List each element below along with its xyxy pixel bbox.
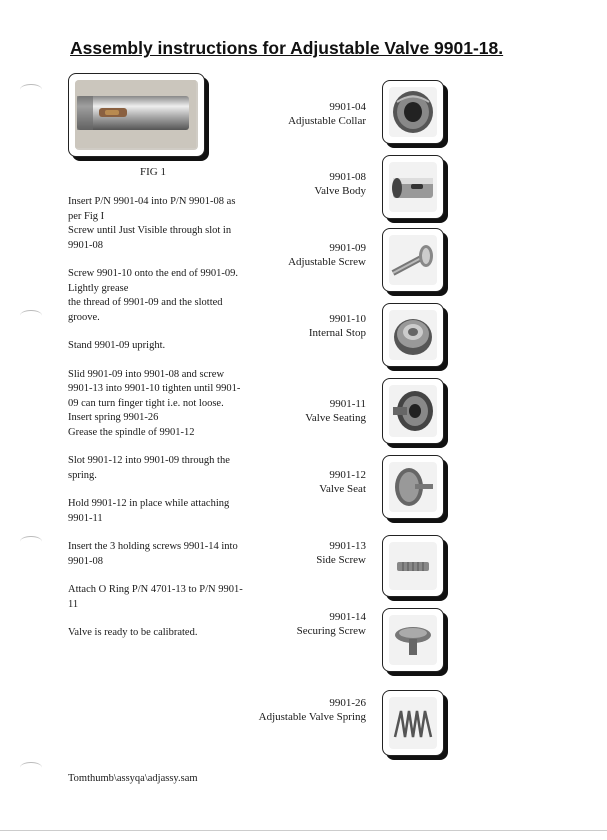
part-photo-frame: [382, 155, 444, 219]
part-photo-frame: [382, 690, 444, 756]
instruction-step: Attach O Ring P/N 4701-13 to P/N 9901-11: [68, 584, 243, 610]
part-photo-frame: [382, 455, 444, 519]
instruction-step: Stand 9901-09 upright.: [68, 340, 166, 351]
securing-screw-image: [389, 615, 437, 665]
punch-hole-mark: [20, 310, 42, 321]
instruction-step: Slid 9901-09 into 9901-08 and screw 9901-13 into 9901-10 tighten until 9901-09 can turn finger tight i.e. not loose. Insert spring 9901-26 Grease the spindle of 9901-12: [68, 368, 241, 438]
valve-body-image: [389, 162, 437, 212]
part-label-9901-04: 9901-04 Adjustable Collar: [288, 101, 366, 127]
adjustable-screw-image: [389, 235, 437, 285]
instruction-step: Insert the 3 holding screws 9901-14 into 9901-08: [68, 541, 238, 567]
side-screw-image: [389, 542, 437, 590]
figure-1-frame: [68, 73, 205, 157]
part-photo-frame: [382, 535, 444, 597]
part-label-9901-12: 9901-12 Valve Seat: [319, 469, 366, 495]
figure-1-photo: [75, 80, 198, 150]
punch-hole-mark: [20, 536, 42, 547]
part-label-9901-10: 9901-10 Internal Stop: [308, 313, 366, 339]
instruction-step: Slot 9901-12 into 9901-09 through the spring.: [68, 455, 230, 481]
part-label-9901-14: 9901-14 Securing Screw: [296, 611, 366, 637]
internal-stop-image: [389, 310, 437, 360]
part-photo-frame: [382, 378, 444, 444]
valve-seating-image: [389, 385, 437, 437]
instruction-step: Screw 9901-10 onto the end of 9901-09. Lightly grease the thread of 9901-09 and the slotted groove.: [68, 268, 239, 323]
file-path-footer: Tomthumb\assyqa\adjassy.sam: [68, 773, 198, 784]
valve-seat-image: [389, 462, 437, 512]
figure-caption: FIG 1: [140, 166, 166, 178]
instruction-step: Hold 9901-12 in place while attaching 9901-11: [68, 498, 230, 524]
page-title: Assembly instructions for Adjustable Valve 9901-18.: [70, 38, 504, 58]
part-photo-frame: [382, 608, 444, 672]
instructions-text: [68, 195, 248, 655]
part-photo-frame: [382, 303, 444, 367]
instruction-step: Insert P/N 9901-04 into P/N 9901-08 as per Fig I Screw until Just Visible through slot in 9901-08: [68, 196, 236, 251]
spring-image: [389, 697, 437, 749]
part-label-9901-11: 9901-11 Valve Seating: [305, 398, 366, 424]
part-label-9901-26: 9901-26 Adjustable Valve Spring: [258, 697, 366, 723]
part-photo-frame: [382, 228, 444, 292]
part-photo-frame: [382, 80, 444, 144]
punch-hole-mark: [20, 762, 42, 773]
part-label-9901-09: 9901-09 Adjustable Screw: [288, 242, 366, 268]
adjustable-collar-image: [389, 87, 437, 137]
punch-hole-mark: [20, 84, 42, 95]
instruction-step: Valve is ready to be calibrated.: [68, 627, 198, 638]
assembled-valve-image: [75, 80, 196, 148]
part-label-9901-13: 9901-13 Side Screw: [316, 540, 366, 566]
part-label-9901-08: 9901-08 Valve Body: [314, 171, 366, 197]
page-edge-line: [0, 830, 607, 831]
